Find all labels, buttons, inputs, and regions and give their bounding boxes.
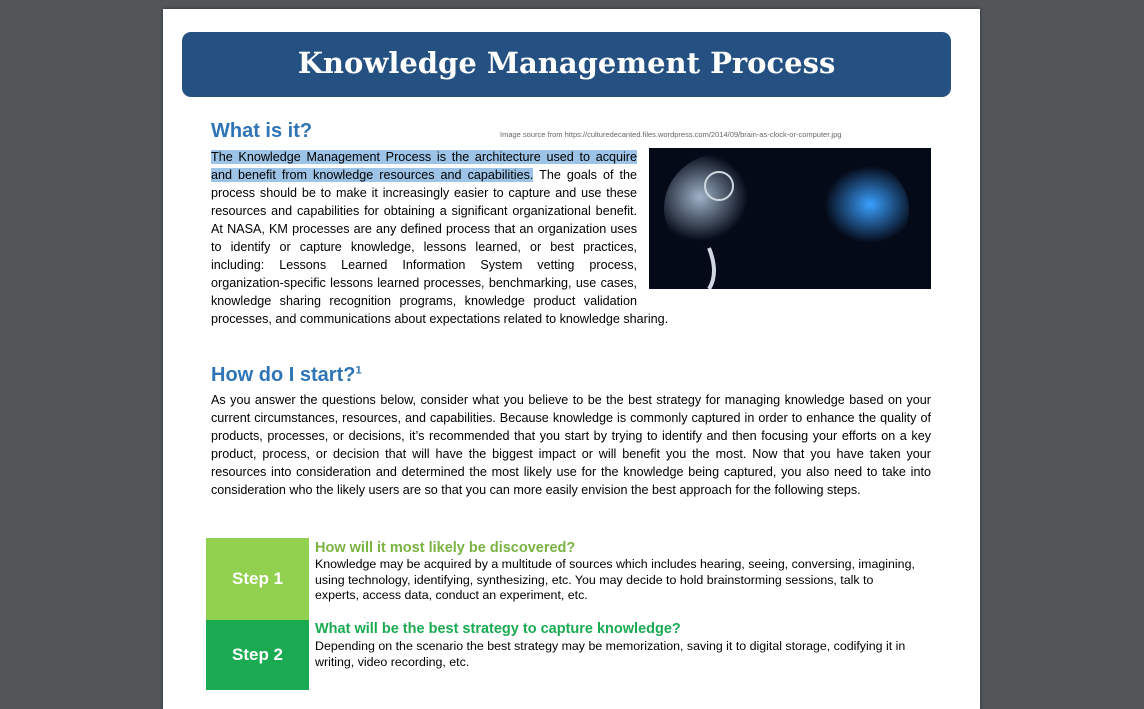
step-1-body: Knowledge may be acquired by a multitude of sources which includes hearing, seeing, conversing, imagining, using technology, identifying, synthesizing, etc. You may decide to hold brainstorming sessions, talk to experts, access data, conduct an experiment, etc. [315,557,915,602]
body-text: The goals of the process should be to make it increasingly easier to capture and use these resources and capabilities for obtaining a significant organizational benefit. At NASA, KM processes are any defined process that an organization uses to identify or capture knowledge, lessons learned, or best practices, including: Lessons Learned Information System vetting process, organization-specific lessons learned processes, benchmarking, use cases, knowledge sharing recognition programs, knowledge product validation processes, and communications about expectations related to knowledge sharing. [211,168,669,326]
brain-image [649,148,931,289]
highlighted-text: The Knowledge Management Process is the architecture used to acquire and benefit from knowledge resources and capabilities. [211,150,637,182]
page-title: Knowledge Management Process [182,32,951,97]
footnote-marker[interactable]: 1 [355,364,362,377]
step-1-title: How will it most likely be discovered? [315,540,576,556]
section-heading-what-is-it: What is it? [211,120,313,142]
step-2-body: Depending on the scenario the best strategy may be memorization, saving it to digital storage, codifying it in writing, video recording, etc. [315,639,906,669]
section-heading-how-do-i-start [211,364,362,387]
what-is-it-paragraph [211,148,931,328]
heading-text: How do I start? [211,364,356,386]
step-2-title: What will be the best strategy to capture knowledge? [315,621,681,637]
how-do-i-start-paragraph: As you answer the questions below, consider what you believe to be the best strategy for managing knowledge based on your current circumstances, resources, and capabilities. Because knowledge is commonly captured in order to enhance the quality of products, processes, or decisions, it’s recommended that you start by trying to identify and then focusing your efforts on a key product, process, or decision that will have the biggest impact or will benefit you the most. Now that you have taken your resources into consideration and determined the most likely use for the knowledge being captured, you also need to take into consideration who the likely users are so that you can more easily envision the best approach for the following steps. [211,393,931,497]
step-2-badge: Step 2 [206,620,309,690]
document-page [163,9,980,709]
step-1-badge: Step 1 [206,538,309,620]
image-source-caption: Image source from https://culturedecanted.files.wordpress.com/2014/09/brain-as-clock-or-computer.jpg [500,130,842,139]
